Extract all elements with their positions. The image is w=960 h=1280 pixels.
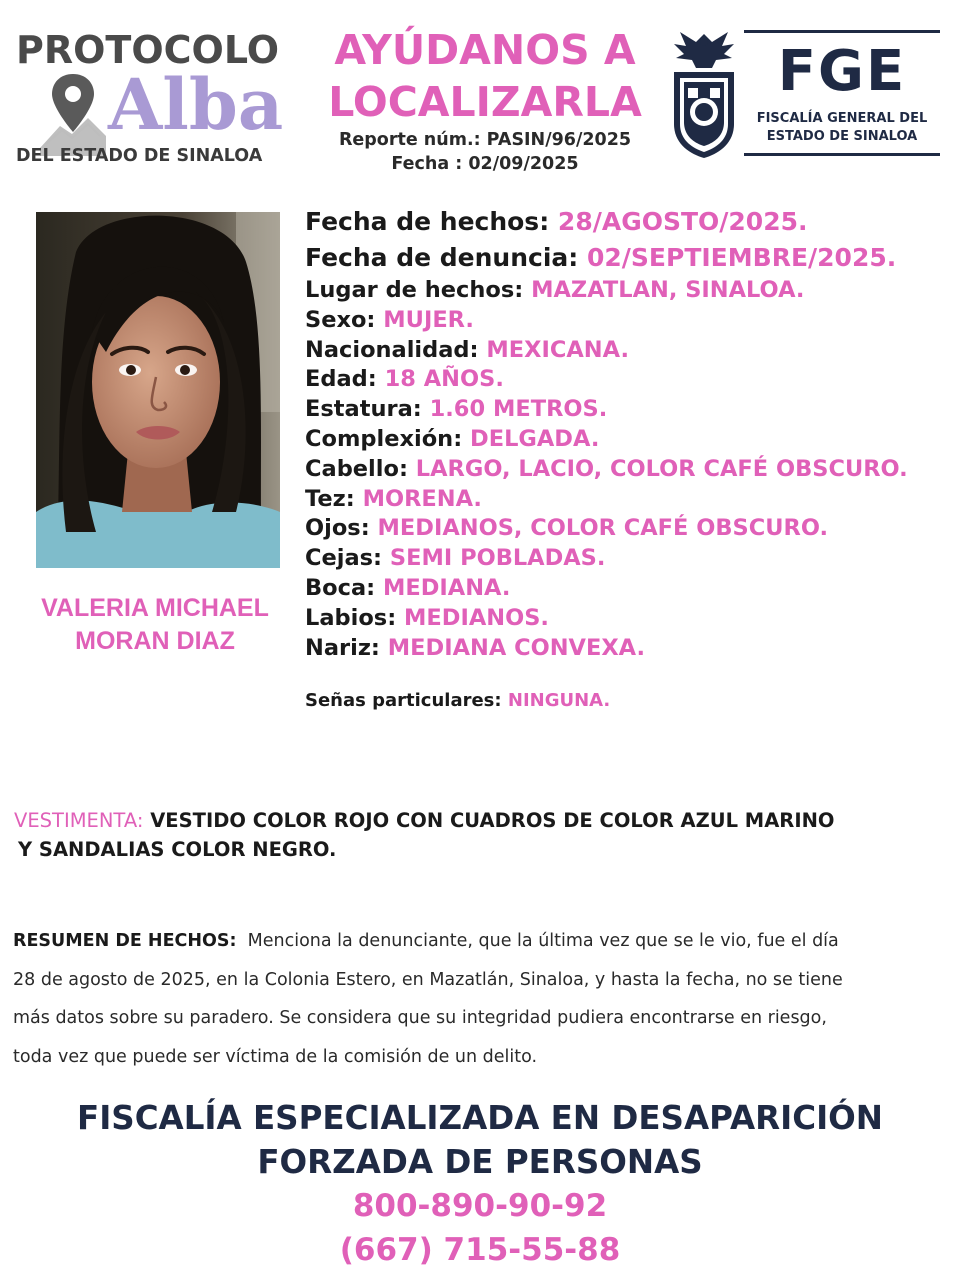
detail-row-nacionalidad bbox=[305, 336, 945, 366]
detail-value: MUJER. bbox=[383, 306, 474, 333]
detail-row-cabello bbox=[305, 455, 945, 485]
detail-row-sexo bbox=[305, 306, 945, 336]
headline-block bbox=[310, 24, 660, 176]
detail-label: Cejas: bbox=[305, 545, 383, 572]
resumen-text-1: Menciona la denunciante, que la última vez que se le vio, fue el día bbox=[247, 931, 839, 951]
detail-label: Cabello: bbox=[305, 455, 408, 482]
detail-label: Fecha de denuncia: bbox=[305, 243, 579, 272]
detail-label: Complexión: bbox=[305, 425, 463, 452]
detail-row-nariz bbox=[305, 634, 945, 664]
fge-logo bbox=[744, 30, 944, 158]
detail-label: Labios: bbox=[305, 604, 397, 631]
detail-row-complexion bbox=[305, 425, 945, 455]
vestimenta-line-1 bbox=[14, 806, 944, 835]
detail-row-boca bbox=[305, 574, 945, 604]
detail-row-labios bbox=[305, 604, 945, 634]
detail-row-edad bbox=[305, 365, 945, 395]
headline-line-2: LOCALIZARLA bbox=[328, 78, 642, 126]
missing-person-photo bbox=[36, 212, 280, 568]
footer-contact bbox=[0, 1096, 960, 1272]
detail-row-lugar bbox=[305, 276, 945, 306]
phone-number-1: 800-890-90-92 bbox=[352, 1188, 608, 1224]
person-name bbox=[10, 592, 300, 658]
alba-logo-wordmark: Alba bbox=[108, 63, 284, 146]
protocolo-alba-logo bbox=[12, 28, 302, 168]
fge-logo-line-2: ESTADO DE SINALOA bbox=[766, 129, 918, 144]
resumen-label: RESUMEN DE HECHOS: bbox=[13, 931, 237, 951]
detail-value: MORENA. bbox=[362, 485, 482, 512]
footer-title-line-1: FISCALÍA ESPECIALIZADA EN DESAPARICIÓN bbox=[77, 1099, 883, 1137]
detail-value: MEDIANA CONVEXA. bbox=[387, 634, 646, 661]
senas-value: NINGUNA. bbox=[507, 690, 611, 711]
fge-logo-line-1: FISCALÍA GENERAL DEL bbox=[756, 111, 928, 126]
person-details bbox=[305, 204, 945, 663]
detail-row-fecha-denuncia bbox=[305, 240, 945, 276]
detail-label: Boca: bbox=[305, 574, 376, 601]
detail-label: Nacionalidad: bbox=[305, 336, 479, 363]
vestimenta-section bbox=[14, 806, 944, 864]
vestimenta-label: VESTIMENTA: bbox=[14, 809, 144, 832]
detail-value: MAZATLAN, SINALOA. bbox=[531, 277, 805, 303]
resumen-line-1 bbox=[13, 922, 947, 961]
detail-value: LARGO, LACIO, COLOR CAFÉ OBSCURO. bbox=[415, 455, 908, 482]
detail-value: MEXICANA. bbox=[486, 336, 630, 363]
resumen-section bbox=[13, 922, 947, 1076]
detail-value: 1.60 METROS. bbox=[429, 396, 608, 423]
resumen-text-3: más datos sobre su paradero. Se considera que su integridad pudiera encontrarse en riesgo, bbox=[13, 1008, 827, 1028]
vestimenta-text-1: VESTIDO COLOR ROJO CON CUADROS DE COLOR AZUL MARINO bbox=[150, 809, 835, 832]
report-date: Fecha : 02/09/2025 bbox=[391, 154, 579, 174]
detail-label: Edad: bbox=[305, 366, 377, 393]
detail-label: Tez: bbox=[305, 485, 355, 512]
detail-label: Ojos: bbox=[305, 515, 370, 542]
report-number: Reporte núm.: PASIN/96/2025 bbox=[338, 130, 632, 150]
detail-value: MEDIANOS. bbox=[404, 604, 549, 631]
headline-line-1: AYÚDANOS A bbox=[334, 26, 636, 74]
fge-logo-letters: FGE bbox=[777, 39, 907, 104]
senas-particulares bbox=[305, 690, 610, 711]
detail-value: SEMI POBLADAS. bbox=[389, 545, 606, 572]
detail-label: Sexo: bbox=[305, 306, 376, 333]
person-name-line-1: VALERIA MICHAEL bbox=[41, 594, 269, 622]
detail-row-estatura bbox=[305, 395, 945, 425]
detail-value: 18 AÑOS. bbox=[384, 366, 504, 393]
detail-label: Estatura: bbox=[305, 396, 422, 423]
alba-logo-state-text: DEL ESTADO DE SINALOA bbox=[16, 146, 263, 166]
person-name-line-2: MORAN DIAZ bbox=[75, 627, 235, 655]
detail-value: 28/AGOSTO/2025. bbox=[557, 207, 808, 236]
detail-label: Lugar de hechos: bbox=[305, 277, 524, 303]
detail-row-ojos bbox=[305, 514, 945, 544]
resumen-text-2: 28 de agosto de 2025, en la Colonia Estero, en Mazatlán, Sinaloa, y hasta la fecha, no se tiene bbox=[13, 969, 843, 990]
resumen-text-4: toda vez que puede ser víctima de la comisión de un delito. bbox=[13, 1046, 538, 1067]
detail-label: Fecha de hechos: bbox=[305, 207, 550, 236]
detail-value: DELGADA. bbox=[470, 425, 600, 452]
senas-label: Señas particulares: bbox=[305, 690, 502, 711]
detail-value: MEDIANOS, COLOR CAFÉ OBSCURO. bbox=[377, 515, 829, 542]
footer-title-line-2: FORZADA DE PERSONAS bbox=[257, 1143, 703, 1181]
sinaloa-state-seal-icon bbox=[666, 28, 742, 164]
detail-label: Nariz: bbox=[305, 634, 380, 661]
detail-row-fecha-hechos bbox=[305, 204, 945, 240]
detail-row-tez bbox=[305, 485, 945, 515]
detail-row-cejas bbox=[305, 544, 945, 574]
alba-logo-protocolo-text: PROTOCOLO bbox=[16, 28, 279, 72]
detail-value: MEDIANA. bbox=[382, 574, 511, 601]
vestimenta-text-2: Y SANDALIAS COLOR NEGRO. bbox=[18, 838, 337, 861]
detail-value: 02/SEPTIEMBRE/2025. bbox=[587, 243, 897, 272]
phone-number-2: (667) 715-55-88 bbox=[339, 1232, 621, 1268]
